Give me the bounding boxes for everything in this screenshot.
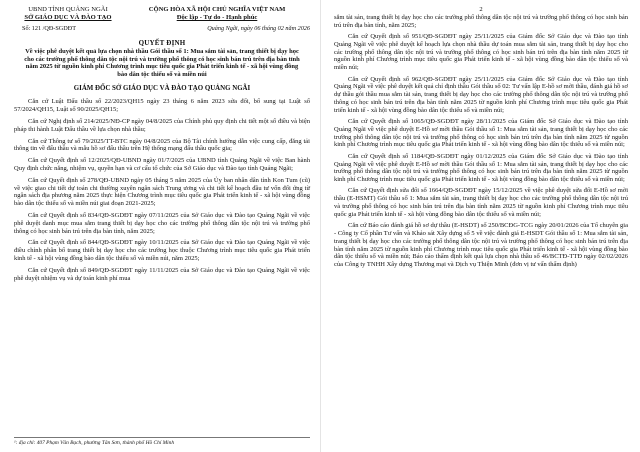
legal-basis-paragraph: Căn cứ Luật Đấu thầu số 22/2023/QH15 ngày 23 tháng 6 năm 2023 sửa đổi, bổ sung tại Luật số 57/2024/QH15, Luật số 90/2025/QH15; — [14, 98, 310, 114]
legal-basis-paragraph: Căn cứ Nghị định số 214/2025/NĐ-CP ngày 04/8/2025 của Chính phủ quy định chi tiết một số điều và biện pháp thi hành Luật Đấu thầu về lựa chọn nhà thầu; — [14, 117, 310, 133]
national-motto-block — [124, 6, 310, 22]
footnote: ¹: địa chỉ: 407 Phạm Văn Bạch, phường Tân Sơn, thành phố Hồ Chí Minh — [14, 437, 310, 446]
document-meta — [14, 25, 310, 33]
legal-basis-paragraph: Căn cứ Quyết định số 844/QĐ-SGDĐT ngày 10/11/2025 của Sở Giáo dục và Đào tạo Quảng Ngãi về việc điều chỉnh phân bổ trang thiết bị dạy học cho các trường học thuộc Chương trình mục tiêu quốc gia Phát triển kinh tế - xã hội vùng đồng bào dân tộc thiểu số và miền núi, năm 2025; — [14, 239, 310, 262]
legal-basis-paragraph: Căn cứ Báo cáo đánh giá hồ sơ dự thầu (E-HSDT) số 250/BCĐG-TCG ngày 20/01/2026 của Tổ chuyên gia - Công ty Cổ phần Tư vấn và Khảo sát Xây dựng số 5 về việc đánh giá E-HSDT Gói thầu số 1: Mua sắm tài sản, trang thiết bị dạy học cho các trường phổ thông dân tộc nội trú và trường phổ thông có học sinh bán trú trên địa bàn tỉnh năm 2025 từ nguồn kinh phí Chương trình mục tiêu quốc gia Phát triển kinh tế - xã hội vùng đồng bào dân tộc thiểu số và miền núi; Báo cáo thẩm định kết quả lựa chọn nhà thầu số 46/BCTĐ-TTĐ ngày 02/02/2026 của Công ty TNHH Xây dựng Thương mại và Dịch vụ Thiện Minh (đơn vị tư vấn thẩm định) — [334, 222, 628, 269]
legal-basis-paragraph: Căn cứ Quyết định số 849/QĐ-SGDĐT ngày 11/11/2025 của Sở Giáo dục và Đào tạo Quảng Ngãi về việc phê duyệt nhiệm vụ và dự toán kinh phí mua — [14, 266, 310, 282]
issuing-authority: GIÁM ĐỐC SỞ GIÁO DỤC VÀ ĐÀO TẠO QUẢNG NGÃI — [73, 85, 251, 93]
legal-basis-paragraph: Căn cứ Quyết định số 962/QĐ-SGDĐT ngày 25/11/2025 của Giám đốc Sở Giáo dục và Đào tạo tỉnh Quảng Ngãi về việc phê duyệt kết quả chỉ định thầu Gói thầu số 02: Tư vấn lập E-hồ sơ mời thầu, đánh giá hồ sơ dự thầu gói thầu mua sắm tài sản, trang thiết bị dạy học cho các trường phổ thông dân tộc nội trú và trường phổ thông có học sinh bán trú trên địa bàn tỉnh năm 2025 từ nguồn kinh phí Chương trình mục tiêu quốc gia Phát triển kinh tế - xã hội vùng đồng bào dân tộc thiểu số và miền núi; — [334, 75, 628, 114]
legal-basis-paragraph: Căn cứ Quyết định sửa đổi số 1664/QĐ-SGDĐT ngày 15/12/2025 về việc phê duyệt sửa đổi E-Hồ sơ mời thầu (E-HSMT) Gói thầu số 1: Mua sắm tài sản, trang thiết bị dạy học cho các trường phổ thông dân tộc nội trú và trường phổ thông có học sinh bán trú trên địa bàn tỉnh năm 2025 từ nguồn kinh phí Chương trình mục tiêu quốc gia Phát triển kinh tế - xã hội vùng đồng bào dân tộc thiểu số và miền núi; — [334, 187, 628, 218]
legal-basis-list — [14, 98, 310, 282]
agency-name: UBND TỈNH QUẢNG NGÃI — [28, 6, 108, 13]
legal-basis-paragraph: Căn cứ Thông tư số 79/2025/TT-BTC ngày 04/8/2025 của Bộ Tài chính hướng dẫn việc cung cấp, đăng tải thông tin về đấu thầu và mẫu hồ sơ đấu thầu trên Hệ thống mạng đấu thầu quốc gia; — [14, 137, 310, 153]
legal-basis-paragraph: Căn cứ Quyết định số 12/2025/QĐ-UBND ngày 01/7/2025 của UBND tỉnh Quảng Ngãi về việc Ban hành Quy định chức năng, nhiệm vụ, quyền hạn và cơ cấu tổ chức của Sở Giáo dục và Đào tạo tỉnh Quảng Ngãi; — [14, 157, 310, 172]
document-header — [14, 6, 310, 22]
continued-paragraph: sắm tài sản, trang thiết bị dạy học cho các trường phổ thông dân tộc nội trú và trường phổ thông có học sinh bán trú trên địa bàn tỉnh, năm 2025; — [334, 14, 628, 29]
national-motto: Độc lập - Tự do - Hạnh phúc — [176, 14, 258, 21]
legal-basis-paragraph: Căn cứ Quyết định số 951/QĐ-SGDĐT ngày 25/11/2025 của Giám đốc Sở Giáo dục và Đào tạo tỉnh Quảng Ngãi về việc phê duyệt kế hoạch lựa chọn nhà thầu dự toán mua sắm tài sản, trang thiết bị dạy học cho các trường phổ thông dân tộc nội trú và trường phổ thông có học sinh bán trú trên địa bàn tỉnh năm 2025 từ nguồn kinh phí Chương trình mục tiêu quốc gia Phát triển kinh tế - xã hội vùng đồng bào dân tộc thiểu số và miền núi; — [334, 33, 628, 72]
legal-basis-paragraph: Căn cứ Quyết định số 1184/QĐ-SGDĐT ngày 01/12/2025 của Giám đốc Sở Giáo dục và Đào tạo tỉnh Quảng Ngãi về việc phê duyệt E-Hồ sơ mời thầu Gói thầu số 1: Mua sắm tài sản, trang thiết bị dạy học cho các trường phổ thông dân tộc nội trú và trường phổ thông có học sinh bán trú trên địa bàn tỉnh năm 2025 từ nguồn kinh phí Chương trình mục tiêu quốc gia Phát triển kinh tế - xã hội vùng đồng bào dân tộc thiểu số và miền núi; — [334, 152, 628, 184]
document-page-2 — [320, 0, 640, 452]
country-name: CỘNG HÒA XÃ HỘI CHỦ NGHĨA VIỆT NAM — [148, 6, 286, 13]
department-name: SỞ GIÁO DỤC VÀ ĐÀO TẠO — [24, 14, 112, 21]
legal-basis-paragraph: Căn cứ Quyết định số 1065/QĐ-SGDĐT ngày 28/11/2025 của Giám đốc Sở Giáo dục và Đào tạo tỉnh Quảng Ngãi về việc phê duyệt E-Hồ sơ mời thầu Gói thầu số 1: Mua sắm tài sản, trang thiết bị dạy học cho các trường phổ thông dân tộc nội trú và trường phổ thông có học sinh bán trú trên địa bàn tỉnh năm 2025 từ nguồn kinh phí Chương trình mục tiêu quốc gia Phát triển kinh tế - xã hội vùng đồng bào dân tộc thiểu số và miền núi; — [334, 118, 628, 149]
document-title: QUYẾT ĐỊNH — [138, 39, 186, 47]
issuing-agency-block — [14, 6, 122, 22]
document-date: Quảng Ngãi, ngày 06 tháng 02 năm 2026 — [207, 25, 310, 32]
document-number: Số: 121 /QĐ-SGDĐT — [22, 25, 76, 32]
legal-basis-paragraph: Căn cứ Quyết định số 834/QĐ-SGDĐT ngày 07/11/2025 của Sở Giáo dục và Đào tạo Quảng Ngãi về việc phê duyệt danh mục mua sắm trang thiết bị dạy học cho các trường phổ thông dân tộc nội trú và trường phổ thông có học sinh bán trú trên địa bàn tỉnh, năm 2025; — [14, 211, 310, 235]
page-number: 2 — [479, 6, 483, 13]
legal-basis-paragraph: Căn cứ Quyết định số 278/QĐ-UBND ngày 05 tháng 5 năm 2025 của Ủy ban nhân dân tỉnh Kon Tum (cũ) về việc giao chi tiết dự toán chi thường xuyên ngân sách Trung ương và chi tiết kế hoạch đầu tư vốn đối ứng từ ngân sách địa phương năm 2025 thực hiện Chương trình mục tiêu quốc gia Phát triển kinh tế - xã hội vùng đồng bào dân tộc thiểu số và miền núi giai đoạn 2021-2025; — [14, 176, 310, 208]
document-subject: Về việc phê duyệt kết quả lựa chọn nhà thầu Gói thầu số 1: Mua sắm tài sản, trang thiết bị dạy học cho các trường phổ thông dân tộc nội trú và trường phổ thông có học sinh bán trú trên địa bàn tỉnh năm 2025 từ nguồn kinh phí Chương trình mục tiêu quốc gia Phát triển kinh tế - xã hội vùng đồng bào dân tộc thiểu số và miền núi — [24, 48, 300, 78]
legal-basis-list-continued — [334, 33, 628, 269]
